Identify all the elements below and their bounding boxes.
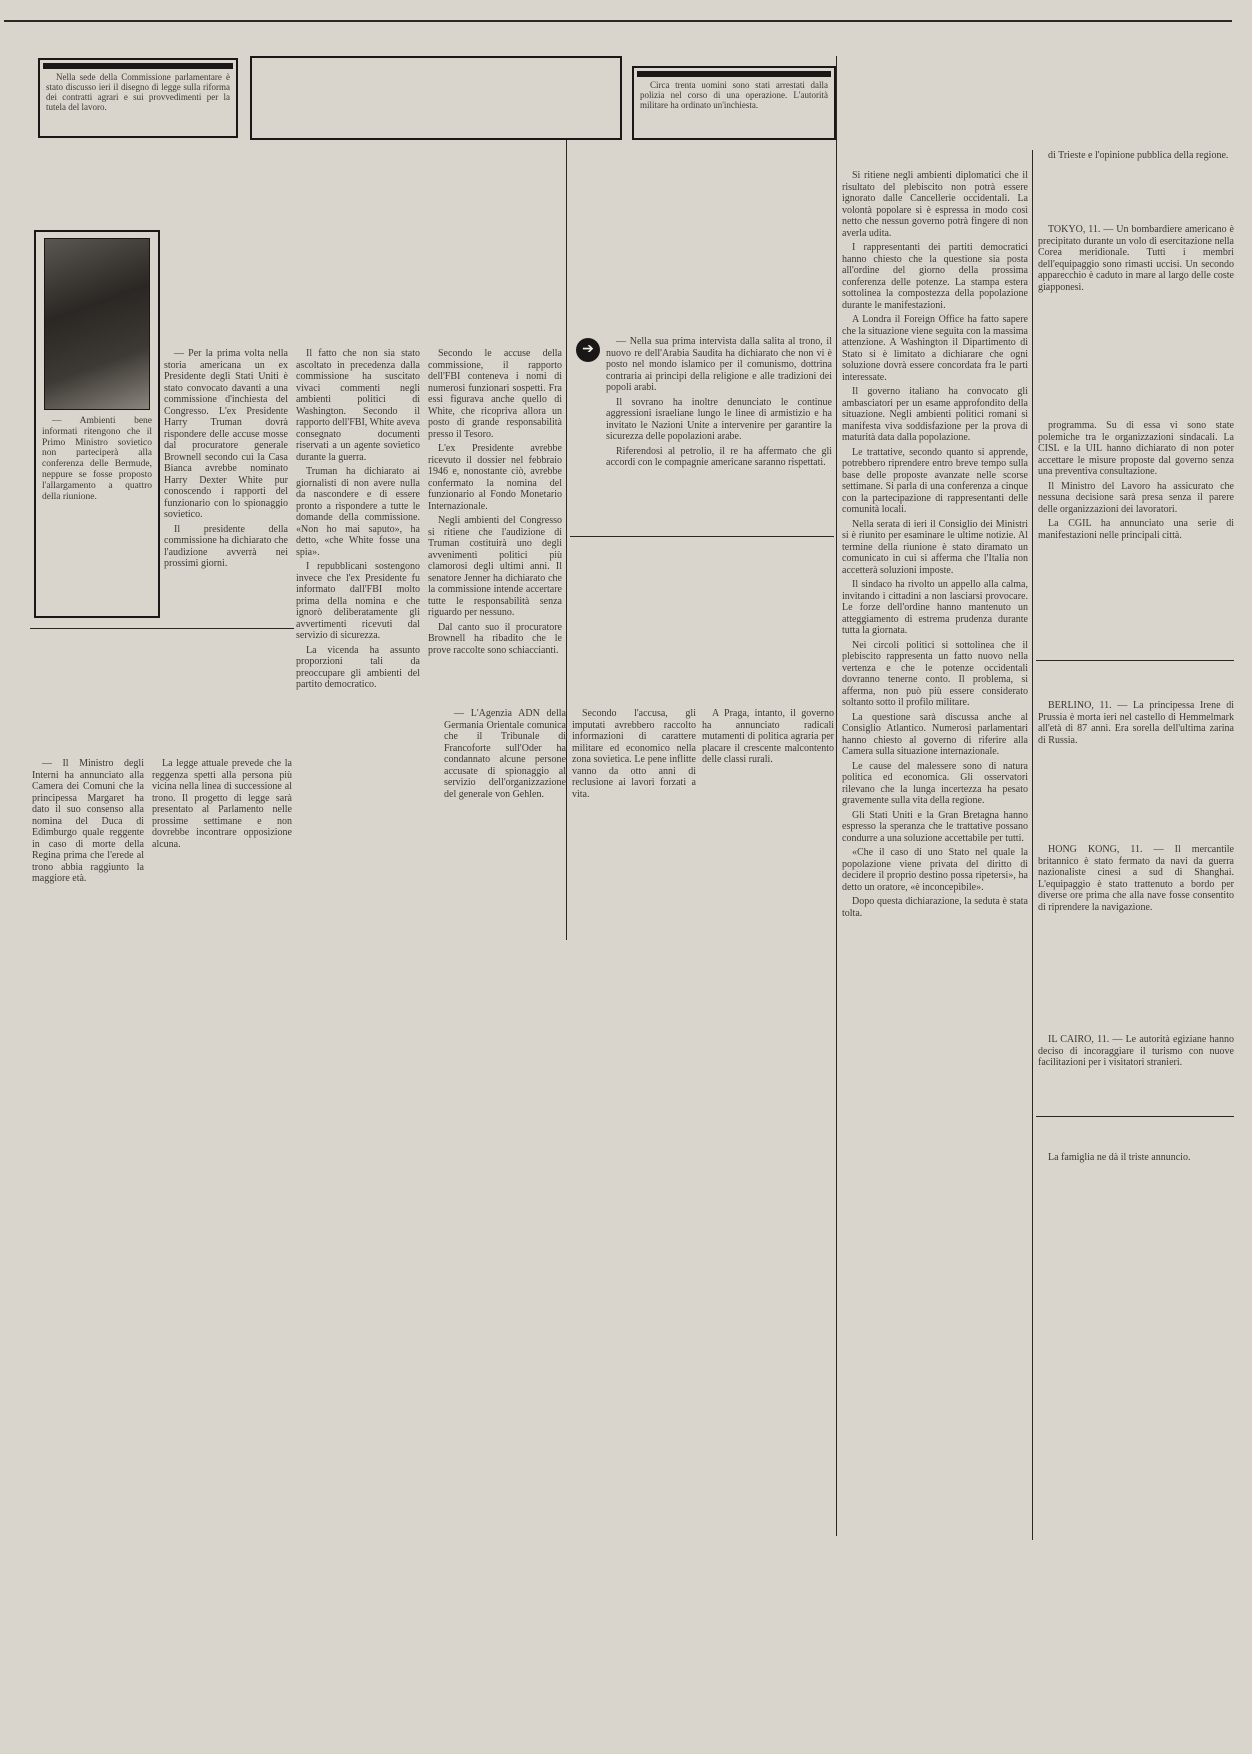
plebiscito-header — [842, 56, 1234, 142]
scelbismo-text: programma. Su di essa vi sono state polemiche tra le organizzazioni sindacali. La CISL e la UIL hanno dichiarato di non poter accettare le misure proposte dal governo senza una preventiva consultazione. Il Ministro del Lavoro ha assicurato che nessuna decisione sarà presa senza il parere delle organizzazioni dei lavoratori. La CGIL ha annunciato una serie di manifestazioni nelle principali città. — [1038, 420, 1234, 541]
numbered-points — [296, 498, 316, 608]
gehlen-column-2: Secondo l'accusa, gli imputati avrebbero raccolto informazioni di carattere militare ed economico nella zona sovietica. Le pene inflitte vanno da otto anni di reclusione ai lavori forzati a vita. — [572, 708, 696, 800]
top-rule — [4, 20, 1232, 22]
ultima-estero-text: Circa trenta uomini sono stati arrestati dalla polizia nel corso di una operazione. L'autorità militare ha ordinato un'inchiesta. — [640, 80, 828, 110]
ultima-interno-title — [43, 63, 233, 69]
gehlen-column-1: — L'Agenzia ADN della Germania Orientale comunica che il Tribunale di Francoforte sull'Oder ha condannato alcune persone accusate di spionaggio al servizio dell'organizzazione del generale von Gehlen. — [444, 708, 566, 800]
masthead-box — [250, 56, 622, 140]
ultima-interno-text: Nella sede della Commissione parlamentare è stato discusso ieri il disegno di legge sulla riforma dei contratti agrari e sui provvedimenti per la tutela del lavoro. — [46, 72, 230, 112]
bombardieri-text: TOKYO, 11. — Un bombardiere americano è precipitato durante un volo di esercitazione nella Corea meridionale. Tutti i membri dell'equipaggio sono rimasti uccisi. Un secondo apparecchio è caduto in mare al largo delle coste giapponesi. — [1038, 224, 1234, 293]
truman-column-2: Il fatto che non sia stato ascoltato in precedenza dalla commissione ha suscitato vivaci commenti negli ambienti politici di Washington. Secondo il rapporto dell'FBI, White aveva consegnato documenti riservati a un agente sovietico durante la guerra. Truman ha dichiarato ai giornalisti di non avere nulla da nascondere e di essere pronto a rispondere a tutte le domande della commissione. «Non ho mai saputo», ha detto, «che White fosse una spia». I repubblicani sostengono invece che l'ex Presidente fu informato dall'FBI molto prima della nomina e che ignorò deliberatamente gli avvertimenti ricevuti dal servizio di sicurezza. La vicenda ha assunto proporzioni tali da preoccupare gli ambienti del partito democratico. — [296, 348, 420, 690]
section-rule — [1036, 660, 1234, 661]
islam-text: — Nella sua prima intervista dalla salita al trono, il nuovo re dell'Arabia Saudita ha dichiarato che non vi è posto nel mondo islamico per il comunismo, dottrina contraria ai principi della religione e alle tradizioni dei popoli arabi. Il sovrano ha inoltre denunciato le continue aggressioni israeliane lungo le linee di armistizio e ha invitato le Nazioni Unite a intervenire per garantire la sicurezza delle popolazioni arabe. Riferendosi al petrolio, il re ha affermato che gli accordi con le compagnie americane saranno rispettati. — [606, 336, 832, 468]
plebiscito-text: Si ritiene negli ambienti diplomatici che il risultato del plebiscito non potrà essere ignorato dalle Cancellerie occidentali. La volontà popolare si è espressa in modo così netto che nessun governo potrà fingere di non averla udita. I rappresentanti dei partiti democratici hanno chiesto che la questione sia posta all'ordine del giorno della prossima conferenza delle potenze. La stampa estera sottolinea la compostezza della popolazione durante le manifestazioni. A Londra il Foreign Office ha fatto sapere che la situazione viene seguita con la massima attenzione. A Washington il Dipartimento di Stato si è limitato a dichiarare che ogni soluzione dovrà essere concordata fra le parti interessate. Il governo italiano ha convocato gli ambasciatori per un esame approfondito della situazione. Negli ambienti politici romani si manifesta viva soddisfazione per la prova di maturità data dalla popolazione. Le trattative, secondo quanto si apprende, potrebbero riprendere entro breve tempo sulla base delle proposte avanzate nelle scorse settimane. Si parla di una conferenza a cinque con la partecipazione di rappresentanti delle comunità locali. Nella serata di ieri il Consiglio dei Ministri si è riunito per esaminare le ultime notizie. Al termine della riunione è stato diramato un comunicato in cui si afferma che l'Italia non accetterà soluzioni imposte. Il sindaco ha rivolto un appello alla calma, invitando i cittadini a non lasciarsi provocare. Le forze dell'ordine hanno mantenuto un atteggiamento di estrema prudenza durante tutta la giornata. Nei circoli politici si sottolinea che il plebiscito rappresenta un fatto nuovo nella vertenza e che le potenze occidentali dovranno tenerne conto. Il problema, si afferma, non può più essere considerato soltanto sotto il profilo militare. La questione sarà discussa anche al Consiglio Atlantico. Numerosi parlamentari hanno chiesto al governo di riferire alla Camera sulla situazione internazionale. Le cause del malessere sono di natura politica ed economica. Gli osservatori rilevano che la lunga incertezza ha pesato gravemente sulla vita della regione. Gli Stati Uniti e la Gran Bretagna hanno espresso la speranza che le trattative possano condurre a una soluzione accettabile per tutti. «Che il caso di uno Stato nel quale la popolazione viene privata del diritto di decidere il proprio destino possa ripetersi», ha detto un oratore, «è inconcepibile». Dopo questa dichiarazione, la seduta è stata tolta. — [842, 170, 1028, 919]
ultima-interno-box — [38, 58, 238, 138]
malenkov-photo — [44, 238, 150, 410]
column-rule — [1032, 150, 1033, 1540]
section-rule — [570, 536, 834, 537]
malenkov-box — [34, 230, 160, 618]
arrow-icon: ➔ — [576, 338, 600, 362]
section-rule — [30, 628, 294, 629]
malenkov-text: — Ambienti bene informati ritengono che il Primo Ministro sovietico non parteciperà alla conferenza delle Bermude, neppure se fosse proposto l'allargamento a quattro della riunione. — [42, 416, 152, 502]
gehlen-column-3: A Praga, intanto, il governo ha annunciato radicali mutamenti di politica agraria per placare il crescente malcontento delle classi rurali. — [702, 708, 834, 765]
bernabei-text: La famiglia ne dà il triste annuncio. — [1048, 1152, 1191, 1163]
margaret-column-2: La legge attuale prevede che la reggenza spetti alla persona più vicina nella linea di successione al trono. Il progetto di legge sarà presentato al Parlamento nelle prossime settimane e non dovrebbe incontrare opposizione alcuna. — [152, 758, 292, 850]
margaret-column-1: — Il Ministro degli Interni ha annunciato alla Camera dei Comuni che la principessa Margaret ha dato il suo consenso alla nomina del Duca di Edimburgo quale reggente in caso di morte della Regina prima che l'erede al trono abbia raggiunto la maggiore età. — [32, 758, 144, 884]
column-rule — [836, 56, 837, 1536]
ultima-estero-title — [637, 71, 831, 77]
truman-column-1: — Per la prima volta nella storia americana un ex Presidente degli Stati Uniti è stato convocato davanti a una commissione d'inchiesta del Congresso. L'ex Presidente Harry Truman dovrà rispondere delle accuse mosse dal procuratore generale Brownell secondo cui la Casa Bianca avrebbe nominato Harry Dexter White pur conoscendo i rapporti del funzionario con lo spionaggio sovietico. Il presidente della commissione ha dichiarato che l'audizione avverrà nei prossimi giorni. — [164, 348, 288, 569]
section-rule — [1036, 1116, 1234, 1117]
truman-column-3: Secondo le accuse della commissione, il rapporto dell'FBI conteneva i nomi di numerosi funzionari sospetti. Fra essi figurava anche quello di White, che ricopriva allora un posto di grande responsabilità presso il Tesoro. L'ex Presidente avrebbe ricevuto il dossier nel febbraio 1946 e, nonostante ciò, avrebbe confermato la nomina del funzionario al Fondo Monetario Internazionale. Negli ambienti del Congresso si ritiene che l'audizione di Truman costituirà uno degli avvenimenti politici più clamorosi degli ultimi anni. Il senatore Jenner ha dichiarato che la commissione intende accertare tutte le responsabilità senza riguardo per nessuno. Dal canto suo il procuratore Brownell ha ribadito che le prove raccolte sono schiaccianti. — [428, 348, 562, 656]
mercantile-text: HONG KONG, 11. — Il mercantile britannico è stato fermato da navi da guerra nazionaliste cinesi a sud di Shanghai. L'equipaggio è stato trattenuto a bordo per diverse ore prima che alla nave fosse consentito di riprendere la navigazione. — [1038, 844, 1234, 913]
irene-text: BERLINO, 11. — La principessa Irene di Prussia è morta ieri nel castello di Hemmelmark all'età di 87 anni. Era sorella dell'ultima zarina di Russia. — [1038, 700, 1234, 746]
ultima-estero-box — [632, 66, 836, 140]
bombardieri-intro: di Trieste e l'opinione pubblica della regione. — [1048, 150, 1229, 161]
numbered-points-2 — [702, 880, 722, 884]
column-rule — [566, 140, 567, 940]
turisti-text: IL CAIRO, 11. — Le autorità egiziane hanno deciso di incoraggiare il turismo con nuove facilitazioni per i visitatori stranieri. — [1038, 1034, 1234, 1068]
